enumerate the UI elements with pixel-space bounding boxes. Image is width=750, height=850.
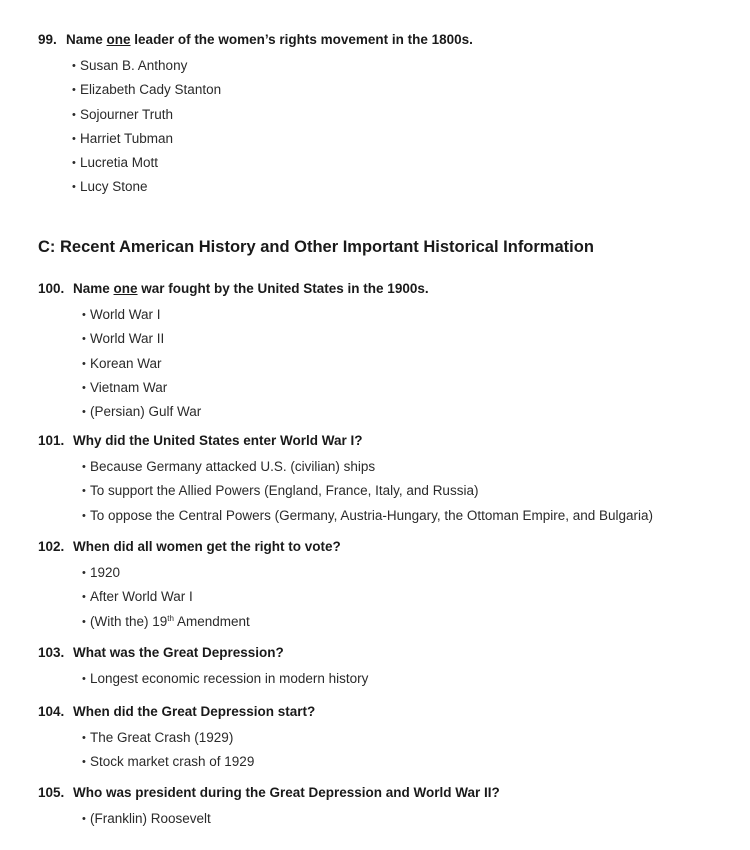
question-title: 101. Why did the United States enter World War I?	[38, 433, 363, 448]
answer-list	[82, 667, 368, 691]
question-title: 104. When did the Great Depression start?	[38, 704, 316, 719]
answer-item: • Vietnam War	[82, 376, 429, 400]
question-number: 101.	[38, 433, 65, 448]
answer-item: • World War II	[82, 327, 429, 351]
section-heading: C: Recent American History and Other Important Historical Information	[38, 238, 594, 256]
answer-item: • Lucretia Mott	[72, 151, 473, 175]
answer-item: • To oppose the Central Powers (Germany, Austria-Hungary, the Ottoman Empire, and Bulgaria)	[82, 504, 653, 528]
answer-item: • Harriet Tubman	[72, 127, 473, 151]
answer-item: • Sojourner Truth	[72, 103, 473, 127]
answer-item: • Because Germany attacked U.S. (civilian) ships	[82, 455, 653, 479]
answer-item: • Stock market crash of 1929	[82, 750, 315, 774]
question-105	[38, 784, 500, 831]
answer-item: • World War I	[82, 303, 429, 327]
emphasis-word: one	[113, 281, 138, 296]
answer-item: • (With the) 19th Amendment	[82, 610, 341, 634]
question-title: 105. Who was president during the Great Depression and World War II?	[38, 785, 500, 800]
question-99	[38, 31, 473, 200]
answer-list	[82, 455, 653, 528]
question-104	[38, 703, 315, 775]
answer-list	[82, 726, 315, 775]
question-number: 99.	[38, 32, 57, 47]
answer-item: • (Franklin) Roosevelt	[82, 807, 500, 831]
question-number: 105.	[38, 785, 65, 800]
answer-item: • Elizabeth Cady Stanton	[72, 78, 473, 102]
question-number: 100.	[38, 281, 65, 296]
answer-item: • After World War I	[82, 585, 341, 609]
question-101	[38, 432, 653, 528]
answer-list	[82, 303, 429, 424]
answer-item: • Korean War	[82, 352, 429, 376]
answer-item: • (Persian) Gulf War	[82, 400, 429, 424]
answer-item: • Longest economic recession in modern history	[82, 667, 368, 691]
question-title: 99. Name one leader of the women’s rights movement in the 1800s.	[38, 32, 473, 47]
emphasis-word: one	[106, 32, 131, 47]
answer-item: • 1920	[82, 561, 341, 585]
answer-item: • The Great Crash (1929)	[82, 726, 315, 750]
question-title: 100. Name one war fought by the United States in the 1900s.	[38, 281, 429, 296]
answer-item: • Susan B. Anthony	[72, 54, 473, 78]
question-number: 102.	[38, 539, 65, 554]
question-102	[38, 538, 341, 634]
question-number: 104.	[38, 704, 65, 719]
answer-item: • To support the Allied Powers (England, France, Italy, and Russia)	[82, 479, 653, 503]
question-100	[38, 280, 429, 424]
answer-list	[82, 807, 500, 831]
answer-list	[82, 561, 341, 634]
question-title: 102. When did all women get the right to vote?	[38, 539, 341, 554]
question-103	[38, 644, 368, 691]
question-number: 103.	[38, 645, 65, 660]
question-title: 103. What was the Great Depression?	[38, 645, 284, 660]
answer-list	[72, 54, 473, 200]
answer-item: • Lucy Stone	[72, 175, 473, 199]
